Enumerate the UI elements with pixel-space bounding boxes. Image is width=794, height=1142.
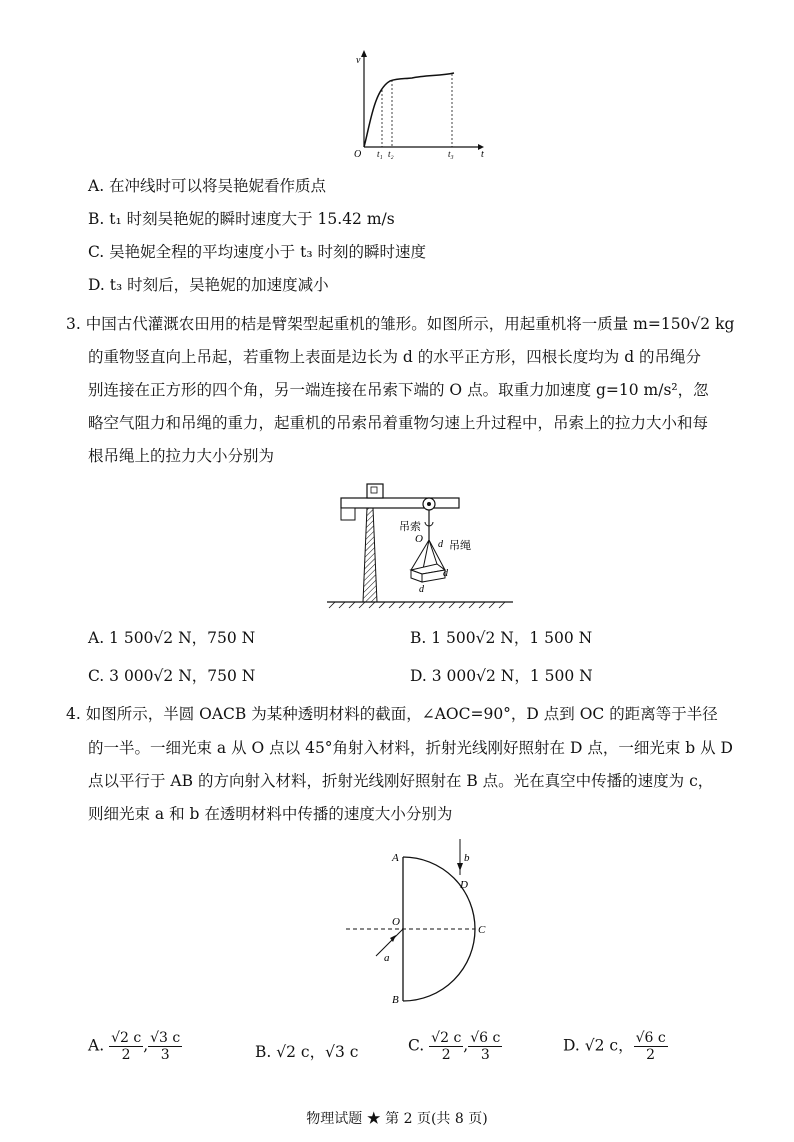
svg-text:C: C bbox=[478, 924, 486, 936]
svg-text:D: D bbox=[460, 879, 468, 891]
q2-option-d: D. t₃ 时刻后，吴艳妮的加速度减小 bbox=[88, 276, 329, 294]
semicircle-figure bbox=[340, 835, 510, 1010]
origin-label: O bbox=[354, 149, 362, 160]
q4-line-4: 则细光束 a 和 b 在透明材料中传播的速度大小分别为 bbox=[88, 805, 453, 823]
svg-text:d: d bbox=[443, 568, 448, 579]
v-label: v bbox=[356, 55, 361, 66]
svg-text:b: b bbox=[464, 852, 470, 864]
q3-option-c: C. 3 000√2 N，750 N bbox=[88, 667, 256, 685]
svg-text:t₁: t₁ bbox=[377, 149, 383, 159]
q4-line-2: 的一半。一细光束 a 从 O 点以 45°角射入材料，折射光线刚好照射在 D 点，一细光束 b 从 D bbox=[88, 739, 733, 757]
q3-line-1: 3. 中国古代灌溉农田用的桔是臂架型起重机的雏形。如图所示，用起重机将一质量 m=150√2 kg bbox=[66, 315, 735, 333]
svg-text:t: t bbox=[481, 149, 484, 160]
svg-text:d: d bbox=[438, 539, 443, 550]
q3-option-d: D. 3 000√2 N，1 500 N bbox=[410, 667, 593, 685]
svg-text:t₃: t₃ bbox=[448, 149, 454, 159]
q3-line-3: 别连接在正方形的四个角，另一端连接在吊索下端的 O 点。取重力加速度 g=10 m/s²，忽 bbox=[88, 381, 709, 399]
q4-line-3: 点以平行于 AB 的方向射入材料，折射光线刚好照射在 B 点。光在真空中传播的速度为 c， bbox=[88, 772, 714, 790]
q4-line-1: 4. 如图所示，半圆 OACB 为某种透明材料的截面，∠AOC=90°，D 点到 OC 的距离等于半径 bbox=[66, 705, 718, 723]
page-footer: 物理试题 ★ 第 2 页(共 8 页) bbox=[306, 1111, 488, 1127]
svg-text:t₂: t₂ bbox=[388, 149, 394, 159]
q3-line-2: 的重物竖直向上吊起，若重物上表面是边长为 d 的水平正方形，四根长度均为 d 的吊绳分 bbox=[88, 348, 702, 366]
q3-line-4: 略空气阻力和吊绳的重力，起重机的吊索吊着重物匀速上升过程中，吊索上的拉力大小和每 bbox=[88, 414, 709, 432]
q2-option-c: C. 吴艳妮全程的平均速度小于 t₃ 时刻的瞬时速度 bbox=[88, 243, 426, 261]
q4-option-a: A. $\frac{√2 c}{2}$ , $\frac{√3 c}{3}$ bbox=[88, 1030, 181, 1063]
q2-option-a: A. 在冲线时可以将吴艳妮看作质点 bbox=[88, 177, 327, 195]
q2-option-b: B. t₁ 时刻吴艳妮的瞬时速度大于 15.42 m/s bbox=[88, 210, 395, 228]
q4-option-b: B. √2 c，√3 c bbox=[255, 1043, 359, 1061]
q3-line-5: 根吊绳上的拉力大小分别为 bbox=[88, 447, 275, 465]
suo-label: 吊索 bbox=[399, 521, 421, 533]
vt-curve bbox=[364, 73, 454, 147]
q4-option-c: C. $\frac{√2 c}{2}$ , $\frac{√6 c}{3}$ bbox=[408, 1030, 501, 1063]
svg-text:A: A bbox=[392, 852, 399, 864]
q3-option-a: A. 1 500√2 N，750 N bbox=[88, 629, 256, 647]
vt-graph bbox=[350, 45, 490, 165]
sheng-label: 吊绳 bbox=[449, 540, 471, 552]
svg-text:O: O bbox=[392, 916, 400, 928]
svg-text:a: a bbox=[384, 952, 390, 964]
q3-option-b: B. 1 500√2 N，1 500 N bbox=[410, 629, 593, 647]
q4-option-d: D. √2 c， $\frac{√6 c}{2}$ bbox=[563, 1030, 666, 1063]
svg-text:B: B bbox=[392, 994, 399, 1006]
crane-figure bbox=[325, 478, 515, 610]
svg-text:d: d bbox=[419, 584, 424, 595]
svg-text:O: O bbox=[415, 533, 423, 545]
